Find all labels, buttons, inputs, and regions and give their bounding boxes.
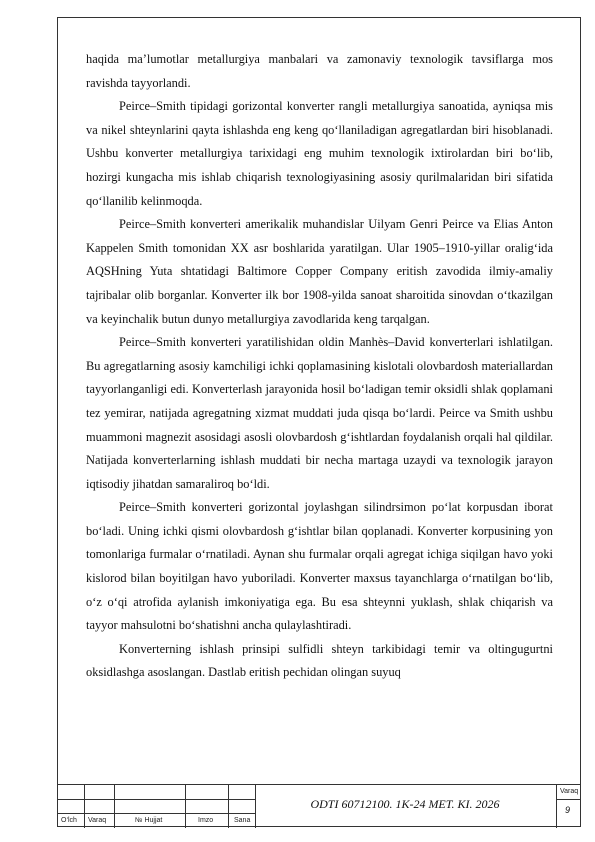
stamp-divider	[556, 785, 557, 828]
stamp-divider	[228, 785, 229, 828]
stamp-label-olch: O‘lch	[61, 817, 77, 824]
page-label: Varaq	[560, 788, 579, 795]
stamp-label-hujjat: № Hujjat	[135, 817, 163, 824]
title-block	[57, 784, 581, 827]
paragraph-3: Peirce–Smith konverteri amerikalik muhandislar Uilyam Genri Peirce va Elias Anton Kappelen Smith tomonidan XX asr boshlarida yaratilgan. Ular 1905–1910-yillar oralig‘ida AQSHning Yuta shtatidagi Baltimore Copper Company eritish zavodida ilmiy-amaliy tajribalar olib borganlar. Konverter ilk bor 1908-yilda sanoat sharoitida sinovdan o‘tkazilgan va keyinchalik butun dunyo metallurgiya zavodlarida keng tarqalgan.	[86, 217, 553, 326]
paragraph-5: Peirce–Smith konverteri gorizontal joylashgan silindrsimon po‘lat korpusdan iborat bo‘ladi. Uning ichki qismi olovbardosh g‘ishtlar bilan qoplanadi. Konverter korpusining yon tomonlariga furmalar o‘rnatiladi. Aynan shu furmalar orqali agregat ichiga siqilgan havo yoki kislorod bilan boyitilgan havo yuboriladi. Konverter maxsus tayanchlarga o‘rnatilgan bo‘lib, o‘z o‘qi atrofida aylanish imkoniyatiga ega. Bu esa shteynni yuklash, shlak chiqarish va tayyor mahsulotni bo‘shatishni ancha qulaylashtiradi.	[86, 500, 553, 633]
stamp-row-line	[57, 813, 255, 814]
stamp-row-line	[57, 799, 255, 800]
stamp-label-sana: Sana	[234, 817, 251, 824]
paragraph-6: Konverterning ishlash prinsipi sulfidli shteyn tarkibidagi temir va oltingugurtni oksidlashga asoslangan. Dastlab eritish pechidan olingan suyuq	[86, 641, 553, 680]
stamp-divider	[185, 785, 186, 828]
paragraph-4: Peirce–Smith konverteri yaratilishidan oldin Manhès–David konverterlari ishlatilgan. Bu agregatlarning asosiy kamchiligi ichki qoplamasining kislotali olovbardosh materiallardan tayyorlanganligi edi. Konverterlash jarayonida hosil bo‘ladigan temir oksidli shlak qoplamani tez yemirar, natijada agregatning xizmat muddati juda qisqa bo‘lardi. Peirce va Smith ushbu muammoni magnezit asosidagi asosli olovbardosh g‘ishtlardan foydalanish orqali hal qildilar. Natijada konverterlarning ishlash muddati bir necha martaga uzaydi va texnologik jarayon iqtisodiy jihatdan samaraliroq bo‘ldi.	[86, 335, 553, 491]
stamp-divider	[114, 785, 115, 828]
stamp-label-imzo: Imzo	[198, 817, 214, 824]
document-code: ODTI 60712100. 1K-24 MET. KI. 2026	[310, 797, 500, 811]
paragraph-1: haqida ma’lumotlar metallurgiya manbalari va zamonaviy texnologik tavsiflarga mos ravishda tayyorlandi.	[86, 52, 553, 90]
paragraph-2: Peirce–Smith tipidagi gorizontal konverter rangli metallurgiya sanoatida, ayniqsa mis va nikel shteynlarini qayta ishlashda eng keng qo‘llaniladigan agregatlardan biri hisoblanadi. Ushbu konverter metallurgiya tarixidagi eng muhim texnologik ixtirolardan biri bo‘lib, hozirgi kungacha mis ishlab chiqarish texnologiyasining asosiy qurilmalaridan biri sifatida qo‘llanilib kelinmoqda.	[86, 99, 553, 208]
stamp-label-varaq: Varaq	[88, 817, 107, 824]
document-body	[86, 48, 553, 685]
stamp-row-line	[556, 799, 581, 800]
stamp-divider	[84, 785, 85, 828]
page-number: 9	[565, 805, 571, 815]
